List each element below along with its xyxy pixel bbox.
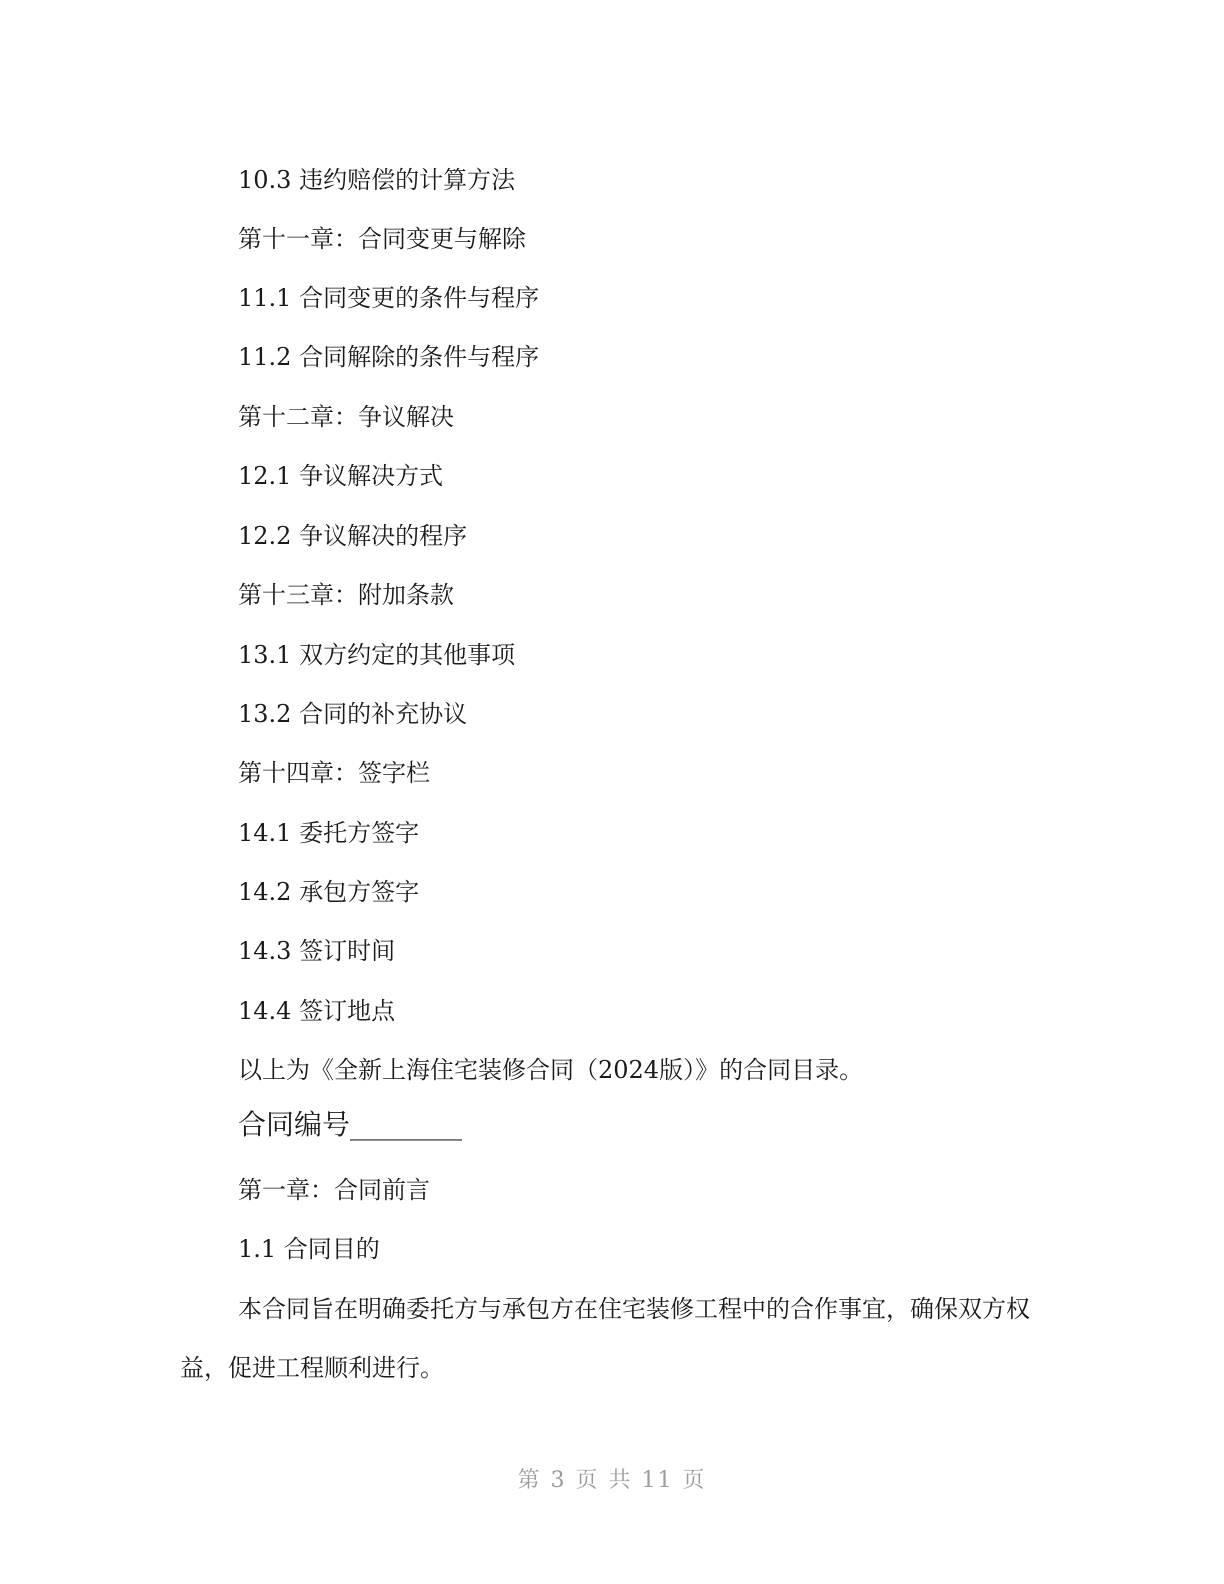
toc-line: 13.1 双方约定的其他事项 [238, 641, 516, 669]
toc-line: 第十二章：争议解决 [238, 403, 454, 431]
toc-line: 14.2 承包方签字 [238, 878, 420, 906]
toc-line: 11.1 合同变更的条件与程序 [238, 284, 540, 312]
contract-number-label: 合同编号________ [238, 1108, 463, 1141]
toc-line: 12.1 争议解决方式 [238, 462, 444, 490]
toc-line: 11.2 合同解除的条件与程序 [238, 343, 540, 371]
toc-line: 14.3 签订时间 [238, 937, 396, 965]
toc-line: 12.2 争议解决的程序 [238, 522, 468, 550]
toc-line: 第十四章：签字栏 [238, 759, 430, 787]
toc-line: 第十一章：合同变更与解除 [238, 225, 526, 253]
toc-summary: 以上为《全新上海住宅装修合同（2024版）》的合同目录。 [238, 1056, 864, 1084]
toc-line: 14.1 委托方签字 [238, 819, 420, 847]
paragraph-line: 本合同旨在明确委托方与承包方在住宅装修工程中的合作事宜，确保双方权 [238, 1295, 1030, 1323]
toc-line: 第十三章：附加条款 [238, 581, 454, 609]
paragraph-line: 益，促进工程顺利进行。 [180, 1354, 444, 1382]
toc-line: 13.2 合同的补充协议 [238, 700, 468, 728]
page-indicator: 第 3 页 共 11 页 [517, 1468, 707, 1493]
toc-line: 10.3 违约赔偿的计算方法 [238, 166, 516, 194]
chapter-title: 第一章：合同前言 [238, 1176, 430, 1204]
toc-line: 14.4 签订地点 [238, 997, 396, 1025]
section-heading: 1.1 合同目的 [238, 1235, 380, 1263]
